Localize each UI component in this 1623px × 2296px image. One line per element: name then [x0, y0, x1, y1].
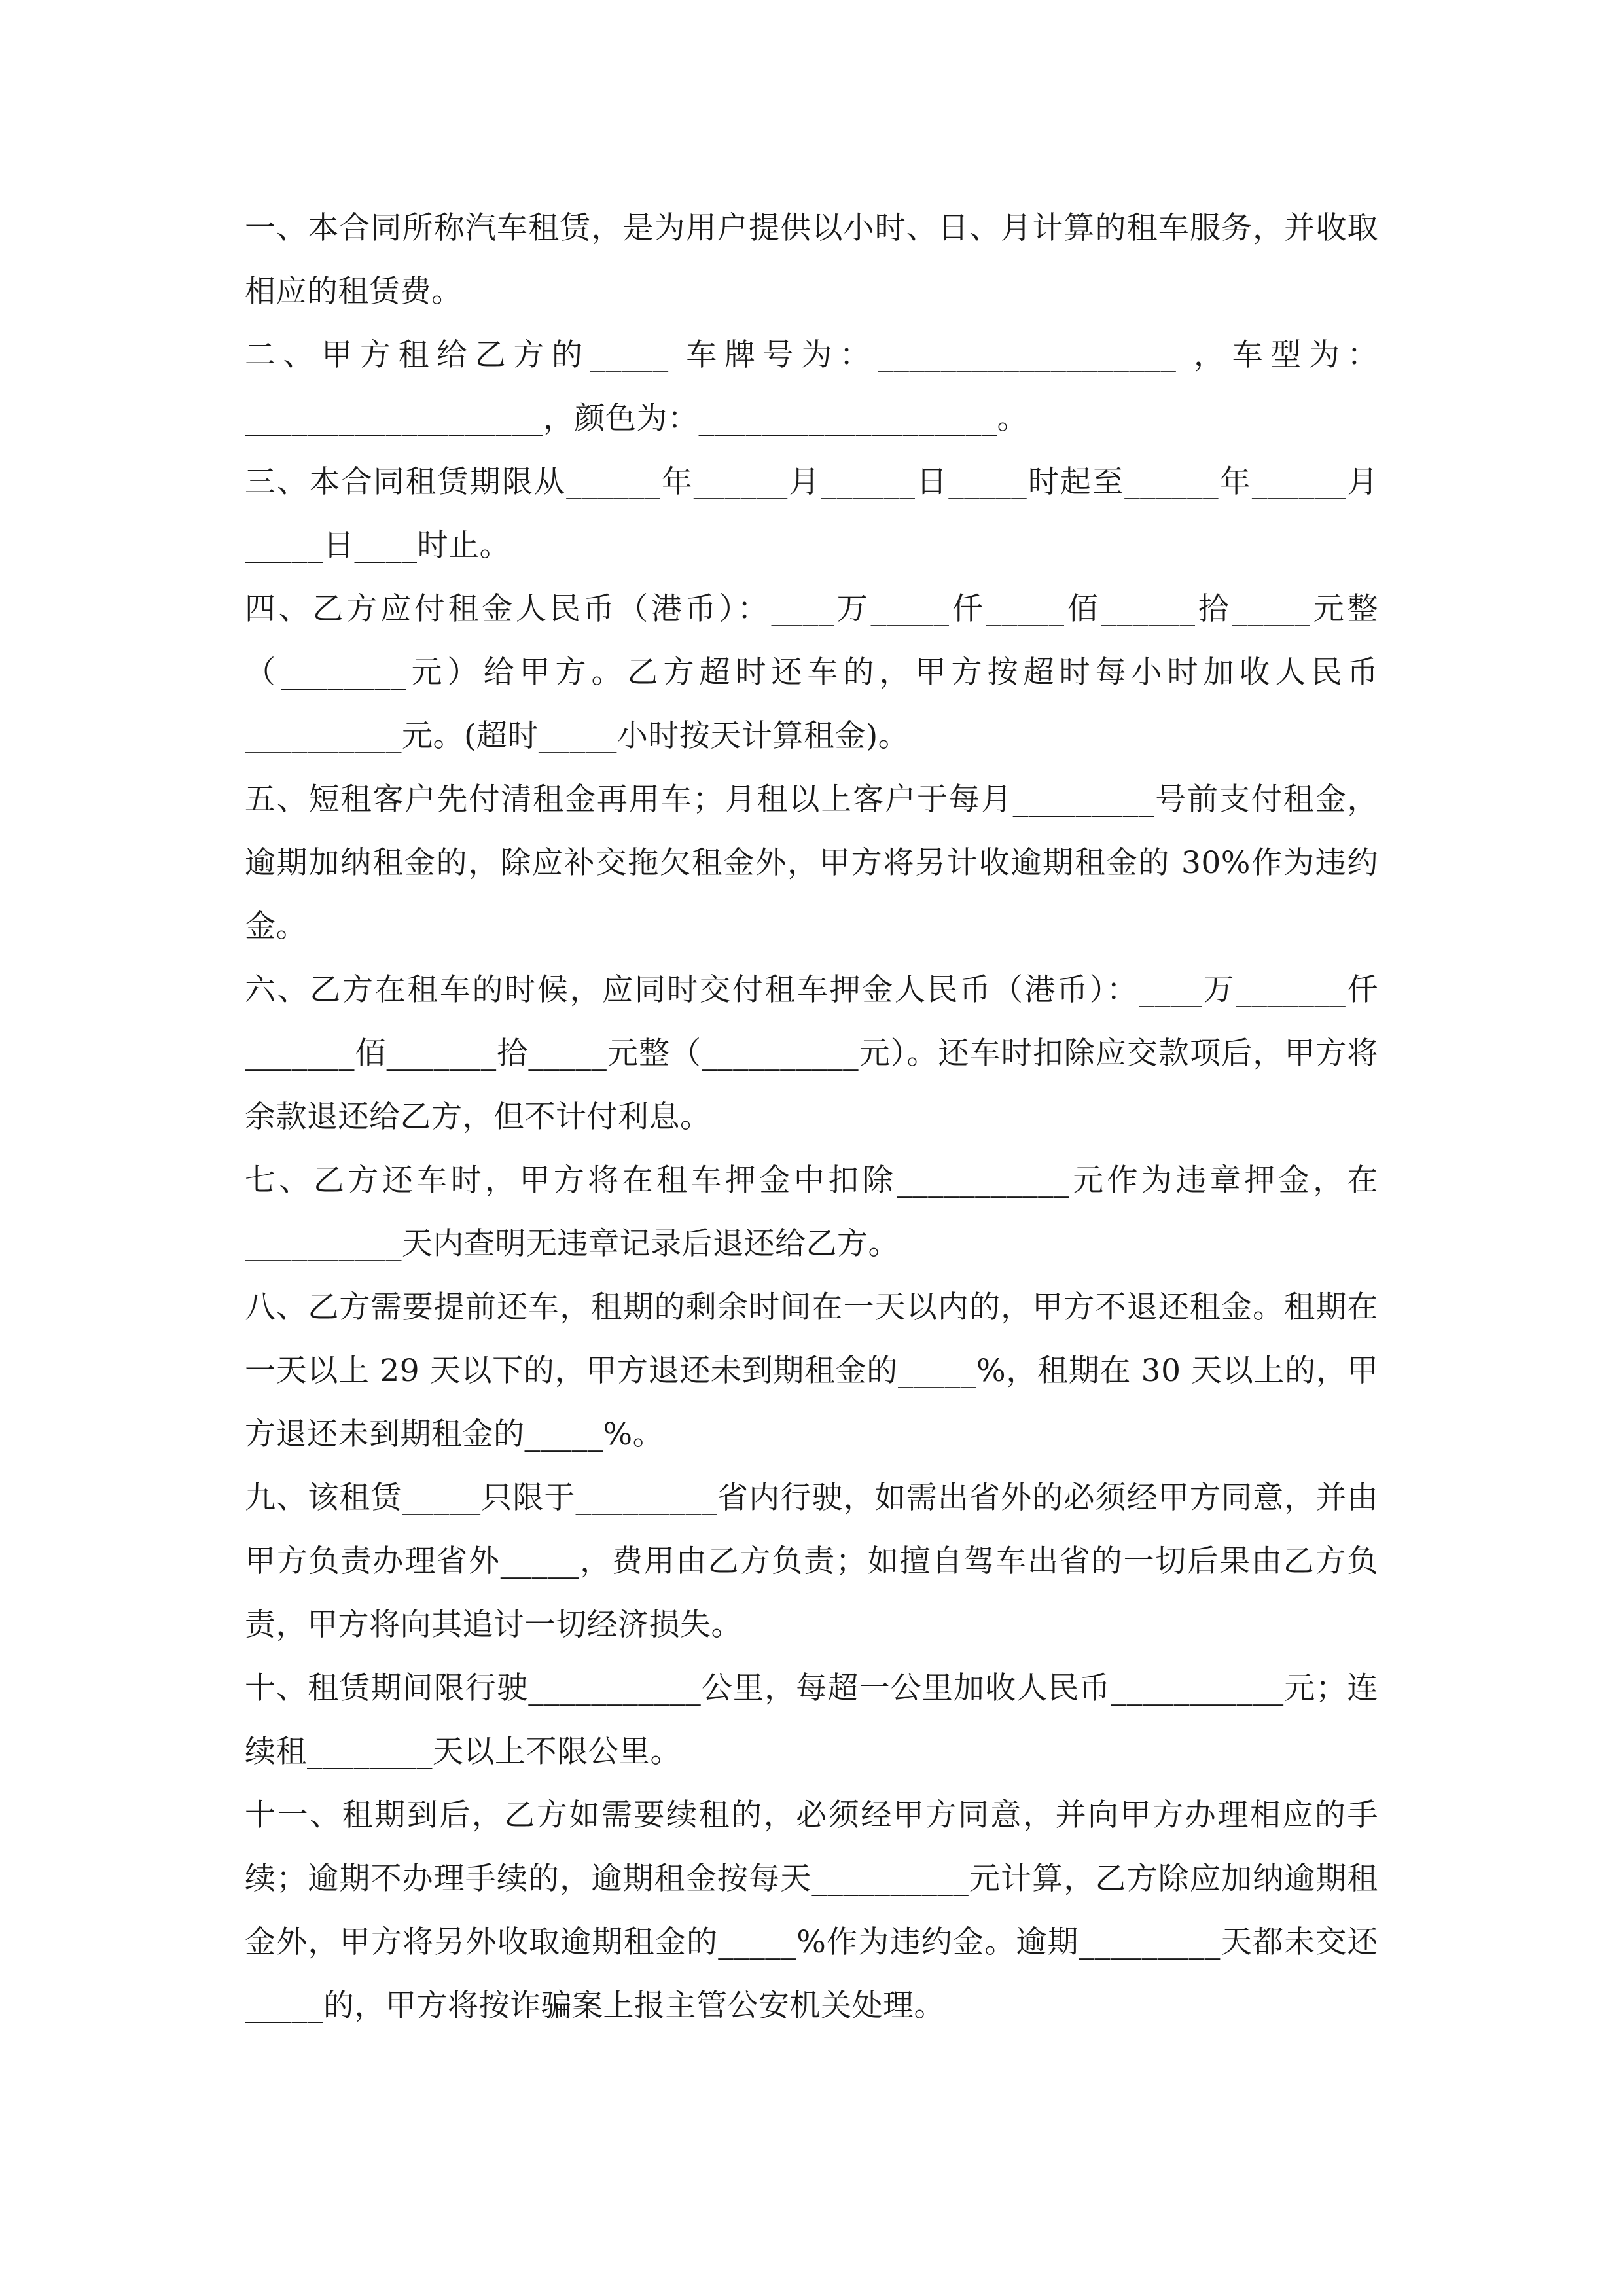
clause-11-text: 十一、租期到后，乙方如需要续租的，必须经甲方同意，并向甲方办理相应的手续；逾期不办理手续的，逾期租金按每天__________元计算，乙方除应加纳逾期租金外，甲方将另外收取逾期租金的_____%作为违约金。逾期_________天都未交还_____的，甲方将按诈骗案上报主管公安机关处理。 [245, 1797, 1378, 2024]
clause-6-text: 六、乙方在租车的时候，应同时交付租车押金人民币（港币）：____万_______仟_______佰_______拾_____元整（__________元）。还车时扣除应交款项后，甲方将余款退还给乙方，但不计付利息。 [245, 972, 1378, 1135]
clause-11 [245, 1784, 1378, 2037]
clause-4 [245, 577, 1378, 768]
clause-4-text: 四、乙方应付租金人民币（港币）：____万_____仟_____佰______拾_____元整（________元）给甲方。乙方超时还车的，甲方按超时每小时加收人民币__________元。(超时_____小时按天计算租金)。 [245, 591, 1378, 754]
clause-5 [245, 768, 1378, 958]
contract-page [245, 196, 1378, 2037]
clause-9-text: 九、该租赁_____只限于_________省内行驶，如需出省外的必须经甲方同意，并由甲方负责办理省外_____，费用由乙方负责；如擅自驾车出省的一切后果由乙方负责，甲方将向其追讨一切经济损失。 [245, 1480, 1378, 1643]
clause-10 [245, 1657, 1378, 1784]
clause-6 [245, 958, 1378, 1149]
clause-2 [245, 323, 1378, 450]
clause-10-text: 十、租赁期间限行驶___________公里，每超一公里加收人民币___________元；连续租________天以上不限公里。 [245, 1670, 1378, 1770]
clause-9 [245, 1466, 1378, 1657]
clause-8 [245, 1276, 1378, 1466]
clause-8-text: 八、乙方需要提前还车，租期的剩余时间在一天以内的，甲方不退还租金。租期在一天以上 29 天以下的，甲方退还未到期租金的_____%，租期在 30 天以上的，甲方退还未到期租金的_____%。 [245, 1289, 1378, 1452]
clause-7-text: 七、乙方还车时，甲方将在租车押金中扣除___________元作为违章押金，在__________天内查明无违章记录后退还给乙方。 [245, 1162, 1378, 1262]
clause-1 [245, 196, 1378, 323]
clause-3-text: 三、本合同租赁期限从______年______月______日_____时起至______年______月_____日____时止。 [245, 464, 1378, 564]
clause-7 [245, 1149, 1378, 1276]
clause-2-text: 二、甲方租给乙方的_____ 车牌号为：___________________ ，车型为：___________________，颜色为：___________________。 [245, 337, 1378, 437]
clause-5-text: 五、短租客户先付清租金再用车；月租以上客户于每月_________号前支付租金，逾期加纳租金的，除应补交拖欠租金外，甲方将另计收逾期租金的 30%作为违约金。 [245, 781, 1378, 944]
clause-3 [245, 450, 1378, 577]
clause-1-text: 一、本合同所称汽车租赁，是为用户提供以小时、日、月计算的租车服务，并收取相应的租赁费。 [245, 210, 1378, 310]
